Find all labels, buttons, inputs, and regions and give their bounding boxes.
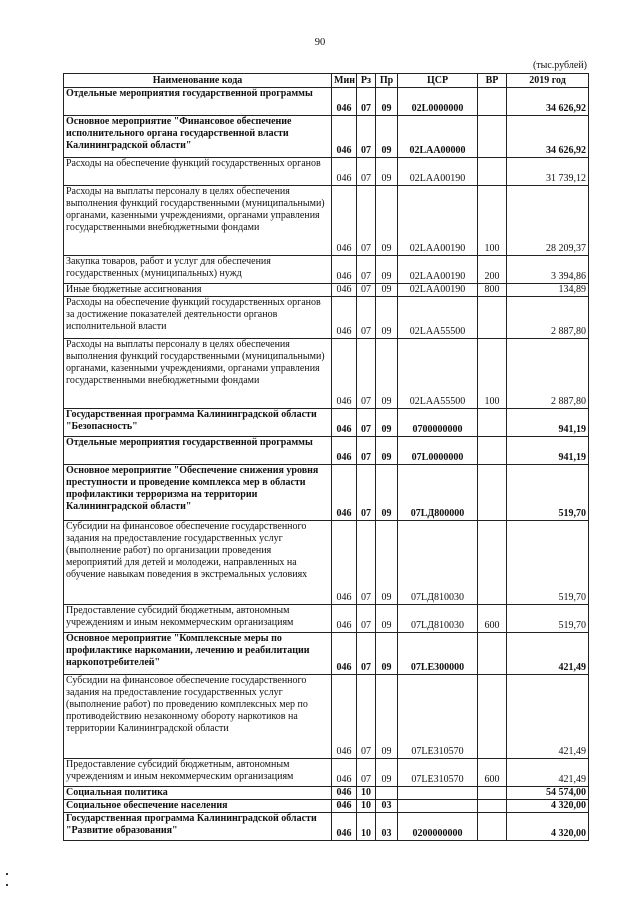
cell-name: Иные бюджетные ассигнования xyxy=(64,284,332,297)
cell-vr xyxy=(478,158,507,186)
cell-vr xyxy=(478,465,507,521)
header-csr: ЦСР xyxy=(398,74,478,88)
table-row xyxy=(64,256,589,284)
cell-amount: 421,49 xyxy=(507,633,589,675)
cell-rz: 07 xyxy=(357,521,376,605)
cell-amount: 421,49 xyxy=(507,759,589,787)
cell-pr: 09 xyxy=(376,465,398,521)
cell-amount: 519,70 xyxy=(507,465,589,521)
cell-min: 046 xyxy=(332,465,357,521)
cell-pr: 09 xyxy=(376,409,398,437)
cell-vr: 600 xyxy=(478,605,507,633)
cell-vr xyxy=(478,675,507,759)
cell-pr: 09 xyxy=(376,88,398,116)
cell-csr: 02LAA00190 xyxy=(398,284,478,297)
cell-rz: 07 xyxy=(357,633,376,675)
header-min: Мин xyxy=(332,74,357,88)
table-row xyxy=(64,465,589,521)
cell-amount: 421,49 xyxy=(507,675,589,759)
cell-rz: 07 xyxy=(357,116,376,158)
cell-csr: 07LД810030 xyxy=(398,521,478,605)
cell-pr: 09 xyxy=(376,339,398,409)
cell-min: 046 xyxy=(332,256,357,284)
cell-rz: 07 xyxy=(357,675,376,759)
cell-vr: 100 xyxy=(478,339,507,409)
cell-min: 046 xyxy=(332,759,357,787)
cell-rz: 10 xyxy=(357,800,376,813)
table-row xyxy=(64,409,589,437)
cell-min: 046 xyxy=(332,88,357,116)
cell-name: Закупка товаров, работ и услуг для обеспечения государственных (муниципальных) нужд xyxy=(64,256,332,284)
table-row xyxy=(64,186,589,256)
cell-amount: 54 574,00 xyxy=(507,787,589,800)
cell-amount: 28 209,37 xyxy=(507,186,589,256)
cell-csr: 02LAA00000 xyxy=(398,116,478,158)
cell-pr: 09 xyxy=(376,116,398,158)
cell-pr: 09 xyxy=(376,437,398,465)
cell-name: Расходы на выплаты персоналу в целях обеспечения выполнения функций государственными (муниципальными) органами, казенными учреждениями, органами управления государственными внебюджетными фондами xyxy=(64,186,332,256)
table-row xyxy=(64,787,589,800)
cell-name: Основное мероприятие "Обеспечение снижения уровня преступности и проведение комплекса мер в области профилактики терроризма на территории Калининградской области" xyxy=(64,465,332,521)
cell-amount: 2 887,80 xyxy=(507,297,589,339)
header-pr: Пр xyxy=(376,74,398,88)
cell-csr: 07LE300000 xyxy=(398,633,478,675)
cell-min: 046 xyxy=(332,633,357,675)
cell-name: Субсидии на финансовое обеспечение государственного задания на предоставление государственных услуг (выполнение работ) по проведению комплексных мер по противодействию незаконному обороту наркотиков на территории Калининградской области xyxy=(64,675,332,759)
cell-pr: 09 xyxy=(376,256,398,284)
cell-pr: 03 xyxy=(376,813,398,841)
scan-mark xyxy=(6,884,8,886)
cell-min: 046 xyxy=(332,158,357,186)
cell-pr: 09 xyxy=(376,675,398,759)
cell-csr: 02L0000000 xyxy=(398,88,478,116)
cell-vr xyxy=(478,297,507,339)
cell-csr: 02LAA00190 xyxy=(398,158,478,186)
cell-name: Предоставление субсидий бюджетным, автономным учреждениям и иным некоммерческим организациям xyxy=(64,605,332,633)
cell-csr: 02LAA55500 xyxy=(398,339,478,409)
cell-csr: 02LAA00190 xyxy=(398,186,478,256)
cell-min: 046 xyxy=(332,605,357,633)
table-row xyxy=(64,759,589,787)
cell-min: 046 xyxy=(332,521,357,605)
cell-name: Государственная программа Калининградской области "Безопасность" xyxy=(64,409,332,437)
cell-amount: 34 626,92 xyxy=(507,116,589,158)
cell-amount: 34 626,92 xyxy=(507,88,589,116)
cell-vr xyxy=(478,409,507,437)
cell-min: 046 xyxy=(332,297,357,339)
cell-rz: 10 xyxy=(357,787,376,800)
budget-table xyxy=(63,73,589,841)
cell-csr: 07LД800000 xyxy=(398,465,478,521)
cell-vr: 600 xyxy=(478,759,507,787)
cell-csr: 07LД810030 xyxy=(398,605,478,633)
cell-name: Социальная политика xyxy=(64,787,332,800)
cell-rz: 07 xyxy=(357,605,376,633)
cell-min: 046 xyxy=(332,437,357,465)
cell-vr xyxy=(478,633,507,675)
table-row xyxy=(64,521,589,605)
cell-name: Социальное обеспечение населения xyxy=(64,800,332,813)
table-row xyxy=(64,675,589,759)
units-label: (тыс.рублей) xyxy=(532,60,587,71)
cell-rz: 07 xyxy=(357,297,376,339)
cell-vr xyxy=(478,521,507,605)
cell-rz: 07 xyxy=(357,284,376,297)
cell-name: Предоставление субсидий бюджетным, автономным учреждениям и иным некоммерческим организациям xyxy=(64,759,332,787)
cell-pr: 09 xyxy=(376,521,398,605)
cell-name: Расходы на обеспечение функций государственных органов за достижение показателей деятельности органов исполнительной власти xyxy=(64,297,332,339)
cell-pr: 09 xyxy=(376,158,398,186)
cell-pr: 03 xyxy=(376,800,398,813)
cell-csr: 07LE310570 xyxy=(398,759,478,787)
cell-rz: 07 xyxy=(357,465,376,521)
cell-rz: 07 xyxy=(357,437,376,465)
cell-vr xyxy=(478,813,507,841)
cell-min: 046 xyxy=(332,787,357,800)
cell-csr: 02LAA55500 xyxy=(398,297,478,339)
cell-amount: 519,70 xyxy=(507,605,589,633)
cell-csr: 0200000000 xyxy=(398,813,478,841)
cell-csr: 02LAA00190 xyxy=(398,256,478,284)
cell-pr: 09 xyxy=(376,605,398,633)
cell-pr: 09 xyxy=(376,297,398,339)
table-row xyxy=(64,158,589,186)
cell-vr xyxy=(478,800,507,813)
cell-pr: 09 xyxy=(376,759,398,787)
cell-rz: 07 xyxy=(357,186,376,256)
scan-mark xyxy=(6,873,8,875)
table-row xyxy=(64,633,589,675)
header-vr: ВР xyxy=(478,74,507,88)
cell-pr xyxy=(376,787,398,800)
cell-name: Субсидии на финансовое обеспечение государственного задания на предоставление государственных услуг (выполнение работ) по организации проведения мероприятий для детей и молодежи, направленных на обучение навыкам поведения в экстремальных условиях xyxy=(64,521,332,605)
cell-name: Основное мероприятие "Финансовое обеспечение исполнительного органа государственной власти Калининградской области" xyxy=(64,116,332,158)
cell-min: 046 xyxy=(332,800,357,813)
cell-vr xyxy=(478,88,507,116)
table-row xyxy=(64,800,589,813)
cell-min: 046 xyxy=(332,116,357,158)
cell-vr: 800 xyxy=(478,284,507,297)
table-row xyxy=(64,605,589,633)
cell-rz: 10 xyxy=(357,813,376,841)
cell-rz: 07 xyxy=(357,759,376,787)
cell-name: Расходы на обеспечение функций государственных органов xyxy=(64,158,332,186)
cell-name: Основное мероприятие "Комплексные меры по профилактике наркомании, лечению и реабилитации наркопотребителей" xyxy=(64,633,332,675)
cell-csr: 07LE310570 xyxy=(398,675,478,759)
cell-vr xyxy=(478,787,507,800)
cell-rz: 07 xyxy=(357,256,376,284)
cell-pr: 09 xyxy=(376,633,398,675)
cell-rz: 07 xyxy=(357,158,376,186)
cell-vr xyxy=(478,437,507,465)
cell-vr: 200 xyxy=(478,256,507,284)
cell-min: 046 xyxy=(332,675,357,759)
cell-pr: 09 xyxy=(376,186,398,256)
cell-csr: 0700000000 xyxy=(398,409,478,437)
cell-csr xyxy=(398,787,478,800)
cell-rz: 07 xyxy=(357,88,376,116)
cell-name: Расходы на выплаты персоналу в целях обеспечения выполнения функций государственными (муниципальными) органами, казенными учреждениями, органами управления государственными внебюджетными фондами xyxy=(64,339,332,409)
cell-amount: 941,19 xyxy=(507,409,589,437)
cell-rz: 07 xyxy=(357,339,376,409)
cell-pr: 09 xyxy=(376,284,398,297)
header-rz: Рз xyxy=(357,74,376,88)
cell-amount: 3 394,86 xyxy=(507,256,589,284)
table-row xyxy=(64,339,589,409)
cell-amount: 4 320,00 xyxy=(507,813,589,841)
cell-amount: 31 739,12 xyxy=(507,158,589,186)
cell-name: Отдельные мероприятия государственной программы xyxy=(64,437,332,465)
table-row xyxy=(64,437,589,465)
table-row xyxy=(64,284,589,297)
cell-amount: 2 887,80 xyxy=(507,339,589,409)
cell-amount: 941,19 xyxy=(507,437,589,465)
page-number: 90 xyxy=(314,37,326,48)
cell-rz: 07 xyxy=(357,409,376,437)
table-row xyxy=(64,297,589,339)
table-row xyxy=(64,116,589,158)
cell-amount: 519,70 xyxy=(507,521,589,605)
cell-csr: 07L0000000 xyxy=(398,437,478,465)
cell-name: Государственная программа Калининградской области "Развитие образования" xyxy=(64,813,332,841)
header-name: Наименование кода xyxy=(64,74,332,88)
cell-vr xyxy=(478,116,507,158)
cell-name: Отдельные мероприятия государственной программы xyxy=(64,88,332,116)
header-amount: 2019 год xyxy=(507,74,589,88)
cell-min: 046 xyxy=(332,409,357,437)
cell-min: 046 xyxy=(332,284,357,297)
cell-amount: 4 320,00 xyxy=(507,800,589,813)
cell-csr xyxy=(398,800,478,813)
cell-min: 046 xyxy=(332,339,357,409)
table-header-row xyxy=(64,74,589,88)
table-row xyxy=(64,813,589,841)
cell-vr: 100 xyxy=(478,186,507,256)
cell-amount: 134,89 xyxy=(507,284,589,297)
cell-min: 046 xyxy=(332,186,357,256)
table-row xyxy=(64,88,589,116)
cell-min: 046 xyxy=(332,813,357,841)
